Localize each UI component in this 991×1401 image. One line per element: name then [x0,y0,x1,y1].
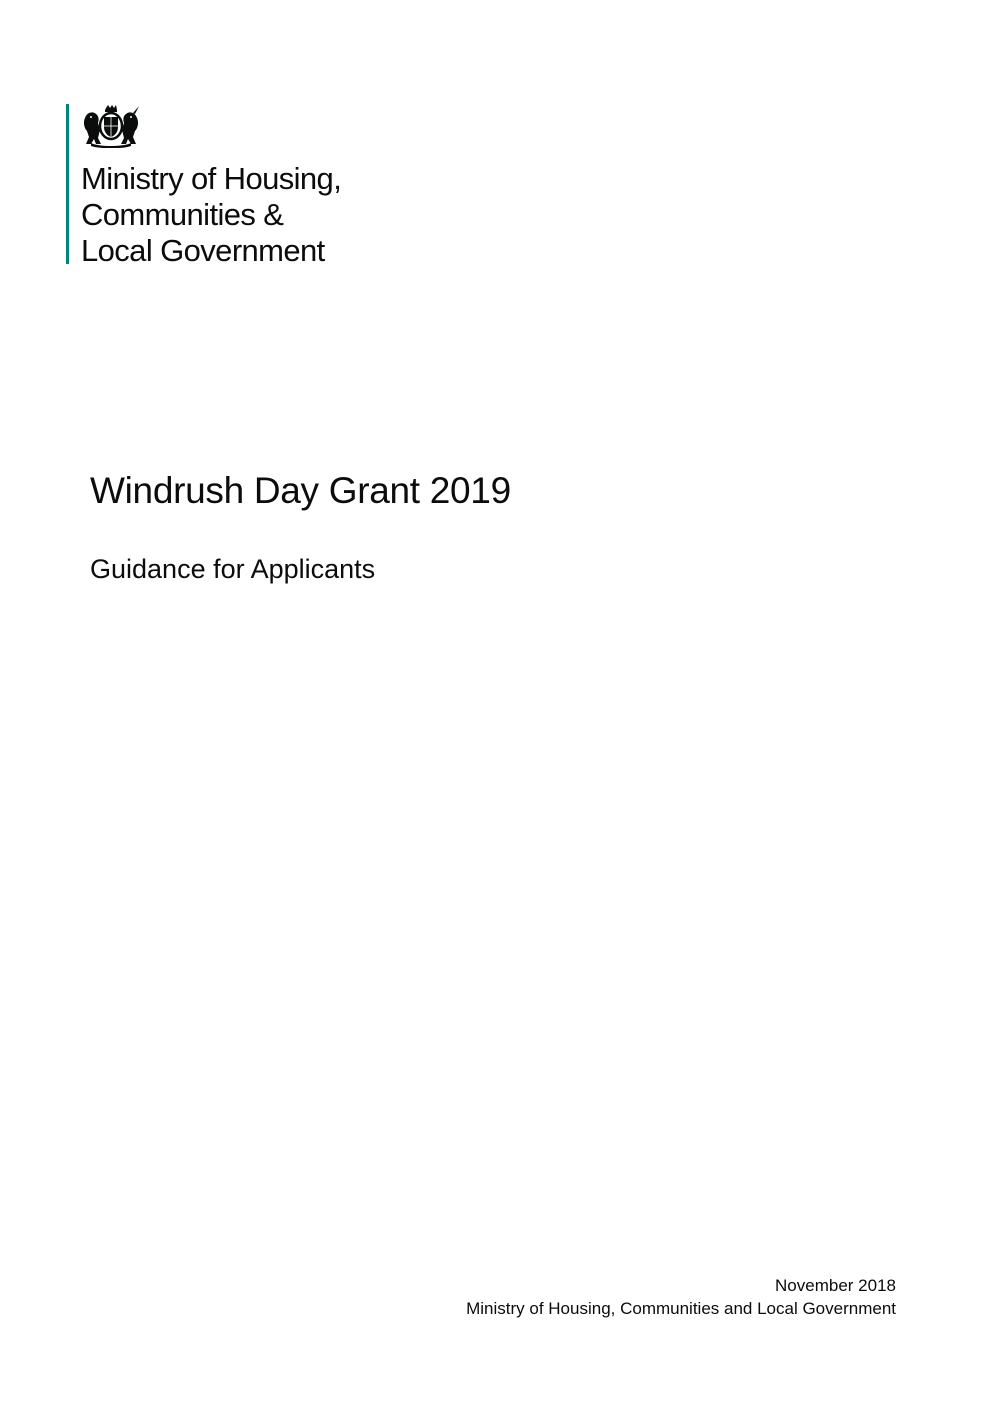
publisher-name: Ministry of Housing, Communities and Local Government [466,1299,896,1318]
organisation-name-line-1: Ministry of Housing, [81,161,342,196]
organisation-name-line-2: Communities & [81,197,284,232]
document-subtitle: Guidance for Applicants [90,554,376,584]
publication-date: November 2018 [775,1276,896,1295]
department-logo [66,104,406,266]
logo-accent-rule [66,104,69,264]
coat-of-arms-icon [81,104,141,148]
organisation-name [81,161,341,269]
document-title: Windrush Day Grant 2019 [90,470,511,511]
footer [466,1274,896,1320]
organisation-name-line-3: Local Government [81,233,325,268]
